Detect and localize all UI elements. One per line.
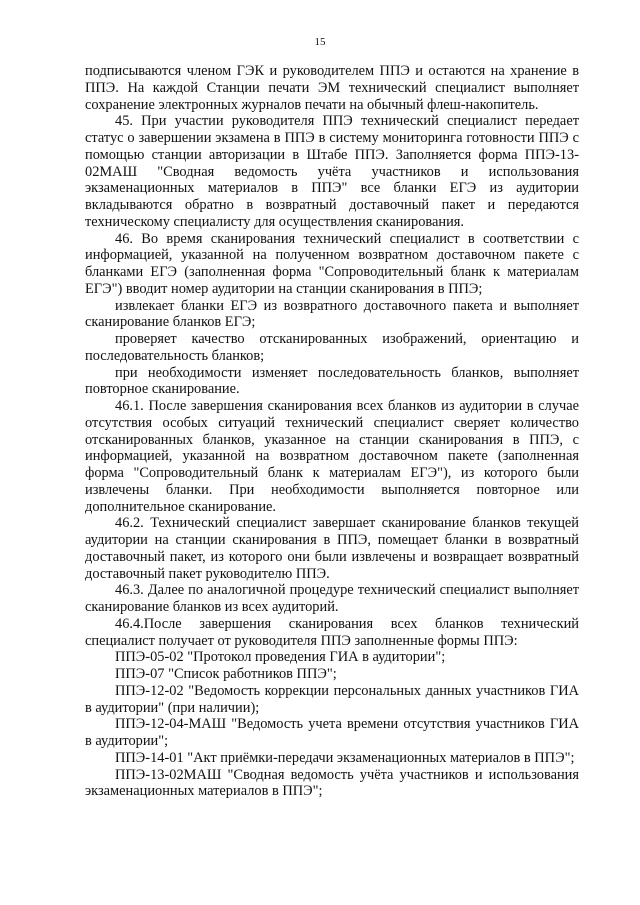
paragraph: при необходимости изменяет последовательность бланков, выполняет повторное сканирование.	[85, 364, 579, 398]
paragraph: проверяет качество отсканированных изображений, ориентацию и последовательность бланков;	[85, 331, 579, 364]
paragraph: извлекает бланки ЕГЭ из возвратного доставочного пакета и выполняет сканирование бланков ЕГЭ;	[85, 297, 579, 331]
paragraph: подписываются членом ГЭК и руководителем ППЭ и остаются на хранение в ППЭ. На каждой Станции печати ЭМ технический специалист выполняет сохранение электронных журналов печати на обычный флеш-накопитель.	[85, 63, 579, 113]
form-list-item: ППЭ-12-04-МАШ "Ведомость учета времени отсутствия участников ГИА в аудитории";	[85, 716, 579, 749]
paragraph: 46.4.После завершения сканирования всех бланков технический специалист получает от руководителя ППЭ заполненные формы ППЭ:	[85, 615, 579, 649]
paragraph: 46. Во время сканирования технический специалист в соответствии с информацией, указанной на полученном возвратном доставочном пакете с бланками ЕГЭ (заполненная форма "Сопроводительный бланк к материалам ЕГЭ") вводит номер аудитории на станции сканирования в ППЭ;	[85, 230, 579, 297]
form-list-item: ППЭ-07 "Список работников ППЭ";	[115, 666, 337, 682]
form-list-item: ППЭ-05-02 "Протокол проведения ГИА в аудитории";	[115, 649, 446, 666]
paragraph: 46.2. Технический специалист завершает сканирование бланков текущей аудитории на станции сканирования в ППЭ, помещает бланки в возвратный доставочный пакет, из которого они были извлечены и возвращает возвратный доставочный пакет руководителю ППЭ.	[85, 515, 579, 582]
paragraph: 46.1. После завершения сканирования всех бланков из аудитории в случае отсутствия особых ситуаций технический специалист сверяет количество отсканированных бланков, указанное на станции сканирования в ППЭ, с информацией, указанной на возвратном доставочном пакете (заполненная форма "Сопроводительный бланк к материалам ЕГЭ"), из которого были извлечены бланки. При необходимости выполняется повторное или дополнительное сканирование.	[85, 398, 579, 515]
paragraph: 45. При участии руководителя ППЭ технический специалист передает статус о завершении экзамена в ППЭ в систему мониторинга готовности ППЭ с помощью станции авторизации в Штабе ППЭ. Заполняется форма ППЭ-13-02МАШ "Сводная ведомость учёта участников и использования экзаменационных материалов в ППЭ" все бланки ЕГЭ из аудитории вкладываются обратно в возвратный доставочный пакет и передаются техническому специалисту для осуществления сканирования.	[85, 113, 579, 230]
paragraph: 46.3. Далее по аналогичной процедуре технический специалист выполняет сканирование бланков из всех аудиторий.	[85, 582, 579, 615]
form-list-item: ППЭ-14-01 "Акт приёмки-передачи экзаменационных материалов в ППЭ";	[115, 749, 575, 766]
document-body	[85, 63, 579, 800]
form-list-item: ППЭ-12-02 "Ведомость коррекции персональных данных участников ГИА в аудитории" (при наличии);	[85, 682, 579, 716]
form-list-item: ППЭ-13-02МАШ "Сводная ведомость учёта участников и использования экзаменационных материалов в ППЭ";	[85, 766, 579, 800]
page-number: 15	[314, 36, 326, 48]
